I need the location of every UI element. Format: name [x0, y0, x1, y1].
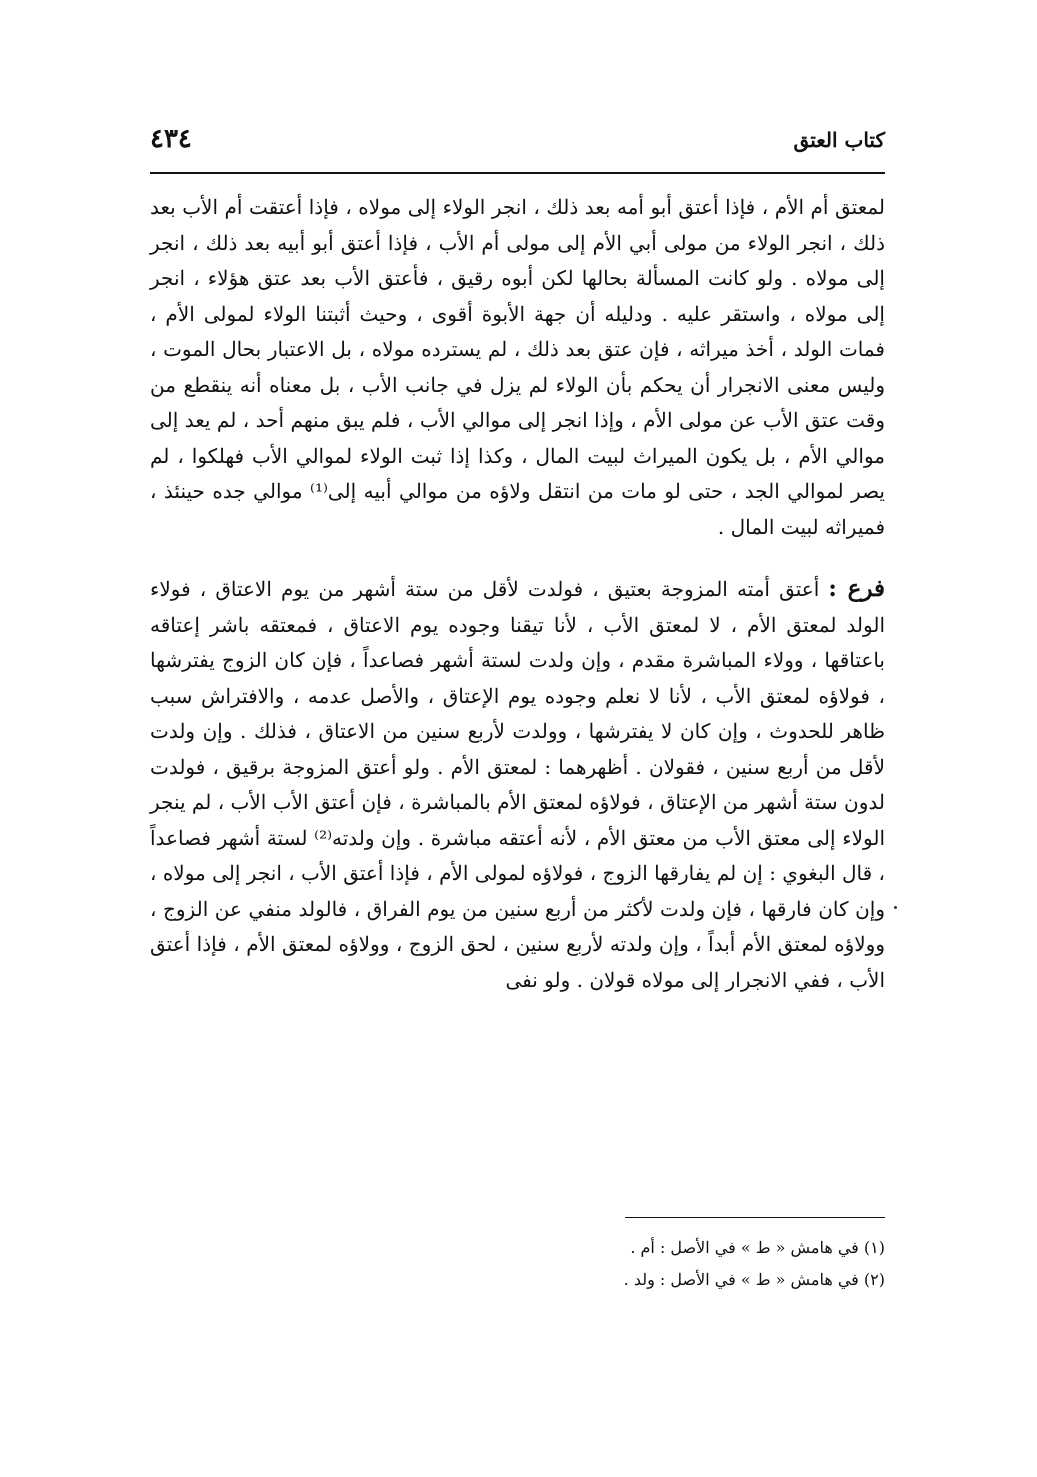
paragraph-2-text: أعتق أمته المزوجة بعتيق ، فولدت لأقل من ستة أشهر من يوم الاعتاق ، فولاء الولد لمعتق الأم ، لا لمعتق الأب ، لأنا تيقنا وجوده يوم الاعتاق ، فمعتقه باشر إعتاقه باعتاقها ، وولاء المباشرة مقدم ، وإن ولدت لستة أشهر فصاعداً ، فإن كان الزوج يفترشها ، فولاؤه لمعتق الأب ، لأنا لا نعلم وجوده يوم الإعتاق ، والأصل عدمه ، والافتراش سبب ظاهر للحدوث ، وإن كان لا يفترشها ، وولدت لأربع سنين من الاعتاق ، فذلك . وإن ولدت لأقل من أربع سنين ، فقولان . أظهرهما : لمعتق الأم . ولو أعتق المزوجة برقيق ، فولدت لدون ستة أشهر من الإعتاق ، فولاؤه لمعتق الأم بالمباشرة ، فإن أعتق الأب الأب ، لم ينجر الولاء إلى معتق الأب من معتق الأم ، لأنه أعتقه مباشرة . وإن ولدته⁽²⁾ لستة أشهر فصاعداً ، قال البغوي : إن لم يفارقها الزوج ، فولاؤه لمولى الأم ، فإذا أعتق الأب ، انجر إلى مولاه ، وإن كان فارقها ، فإن ولدت لأكثر من أربع سنين من يوم الفراق ، فالولد منفي عن الزوج ، وولاؤه لمعتق الأم أبداً ، وإن ولدته لأربع سنين ، لحق الزوج ، وولاؤه لمعتق الأم ، فإذا أعتق الأب ، ففي الانجرار إلى مولاه قولان . ولو نفى [150, 577, 885, 992]
running-head [150, 124, 885, 164]
footnote-1: (١) في هامش « ط » في الأصل : أم . [630, 1238, 885, 1257]
chapter-title: كتاب العتق [793, 128, 885, 152]
page-number: ٤٣٤ [150, 124, 192, 154]
main-text [150, 190, 885, 998]
branch-heading: فرع : [828, 575, 886, 602]
footnote-2: (٢) في هامش « ط » في الأصل : ولد . [623, 1270, 885, 1289]
paragraph-2 [150, 571, 885, 998]
paragraph-1: لمعتق أم الأم ، فإذا أعتق أبو أمه بعد ذلك ، انجر الولاء إلى مولاه ، فإذا أعتقت أم الأب بعد ذلك ، انجر الولاء من مولى أبي الأم إلى مولى أم الأب ، فإذا أعتق أبو أبيه بعد ذلك ، انجر إلى مولاه . ولو كانت المسألة بحالها لكن أبوه رقيق ، فأعتق الأب بعد عتق هؤلاء ، انجر إلى مولاه ، واستقر عليه . ودليله أن جهة الأبوة أقوى ، وحيث أثبتنا الولاء لمولى الأم ، فمات الولد ، أخذ ميراثه ، فإن عتق بعد ذلك ، لم يسترده مولاه ، بل الاعتبار بحال الموت ، وليس معنى الانجرار أن يحكم بأن الولاء لم يزل في جانب الأب ، بل معناه أنه ينقطع من وقت عتق الأب عن مولى الأم ، وإذا انجر إلى موالي الأب ، فلم يبق منهم أحد ، لم يعد إلى موالي الأم ، بل يكون الميراث لبيت المال ، وكذا إذا ثبت الولاء لموالي الأب فهلكوا ، لم يصر لموالي الجد ، حتى لو مات من انتقل ولاؤه من موالي أبيه إلى⁽¹⁾ موالي جده حينئذ ، فميراثه لبيت المال . [150, 195, 885, 539]
margin-dot [894, 906, 897, 909]
footnote-divider [625, 1217, 885, 1218]
header-divider [150, 172, 885, 174]
footnotes [365, 1232, 885, 1296]
